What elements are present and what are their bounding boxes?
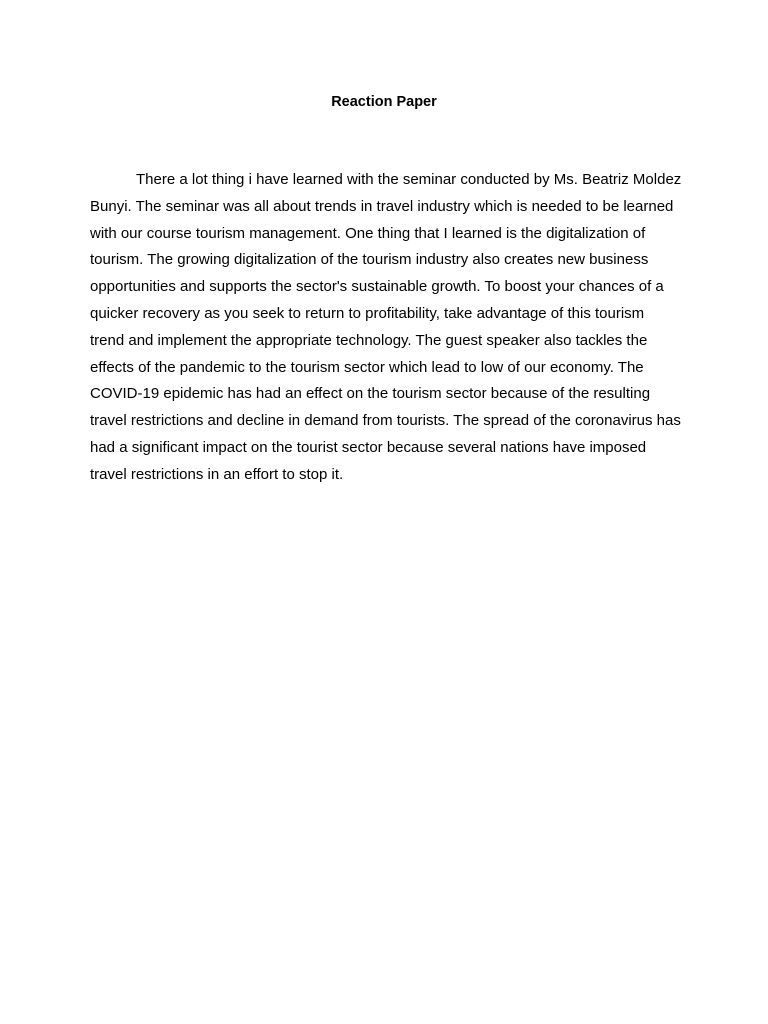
document-title: Reaction Paper (331, 94, 437, 110)
body-paragraph: There a lot thing i have learned with the seminar conducted by Ms. Beatriz Moldez Bunyi. The seminar was all about trends in travel industry which is needed to be learned with our course tourism management. One thing that I learned is the digitalization of tourism. The growing digitalization of the tourism industry also creates new business opportunities and supports the sector's sustainable growth. To boost your chances of a quicker recovery as you seek to return to profitability, take advantage of this tourism trend and implement the appropriate technology. The guest speaker also tackles the effects of the pandemic to the tourism sector which lead to low of our economy. The COVID-19 epidemic has had an effect on the tourism sector because of the resulting travel restrictions and decline in demand from tourists. The spread of the coronavirus has had a significant impact on the tourist sector because several nations have imposed travel restrictions in an effort to stop it. (90, 171, 682, 483)
